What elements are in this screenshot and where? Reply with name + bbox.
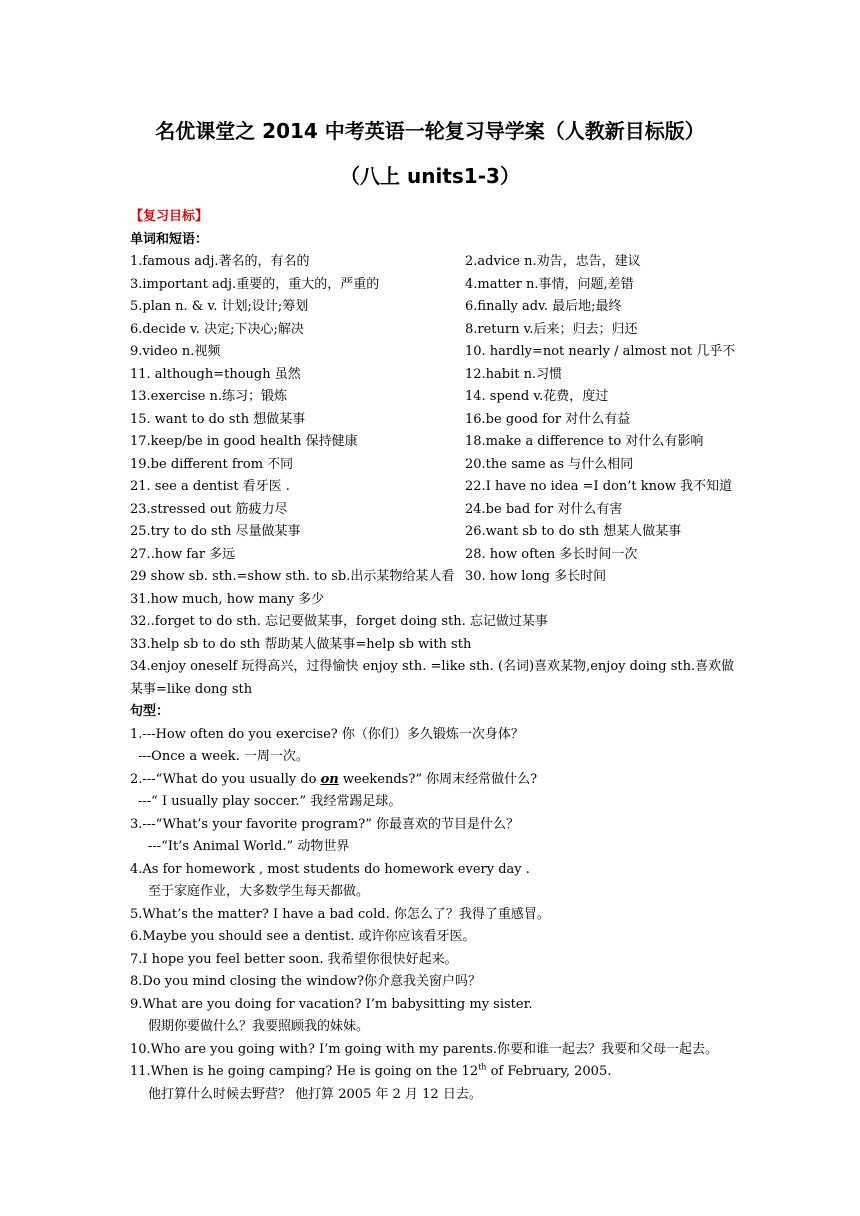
vocab-row bbox=[130, 454, 740, 477]
sentence-item bbox=[130, 769, 740, 792]
vocab-item: 3.important adj.重要的，重大的，严重的 bbox=[130, 276, 380, 292]
vocab-heading: 单词和短语： bbox=[130, 231, 209, 247]
sentence-item: 3.---“What’s your favorite program?” 你最喜欢的节目是什么？ bbox=[130, 816, 520, 832]
vocab-item: 15. want to do sth 想做某事 bbox=[130, 411, 306, 427]
vocab-item: 20.the same as 与什么相同 bbox=[465, 456, 634, 472]
emphasis-word: on bbox=[320, 771, 339, 787]
vocab-row bbox=[130, 319, 740, 342]
vocab-item: 6.finally adv. 最后地;最终 bbox=[465, 299, 622, 314]
vocab-item: 18.make a difference to 对什么有影响 bbox=[465, 434, 704, 449]
vocab-item: 28. how often 多长时间一次 bbox=[465, 546, 638, 562]
vocab-item: 4.matter n.事情，问题,差错 bbox=[465, 276, 634, 292]
document-subtitle: （八上 units1-3） bbox=[340, 164, 520, 188]
vocab-item: 23.stressed out 筋疲力尽 bbox=[130, 501, 288, 517]
vocab-row bbox=[130, 364, 740, 387]
sentence-text: 11.When is he going camping? He is going on the 12 bbox=[130, 1064, 479, 1079]
vocab-row bbox=[130, 386, 740, 409]
vocab-item: 9.video n.视频 bbox=[130, 344, 221, 359]
vocab-item: 27..how far 多远 bbox=[130, 546, 236, 562]
sentence-item: 8.Do you mind closing the window?你介意我关窗户吗？ bbox=[130, 974, 482, 989]
vocab-item: 10. hardly=not nearly / almost not 几乎不 bbox=[465, 344, 736, 359]
sentence-text: 2.---“What do you usually do bbox=[130, 771, 321, 787]
vocab-row bbox=[130, 476, 740, 499]
vocab-item: 12.habit n.习惯 bbox=[465, 366, 563, 382]
vocab-row bbox=[130, 521, 740, 544]
sentence-item: 6.Maybe you should see a dentist. 或许你应该看牙医。 bbox=[130, 929, 476, 944]
sentence-item: 9.What are you doing for vacation? I’m babysitting my sister. bbox=[130, 996, 533, 1012]
vocab-item: 33.help sb to do sth 帮助某人做某事=help sb with sth bbox=[130, 636, 472, 652]
vocab-row bbox=[130, 251, 740, 274]
document-body bbox=[130, 206, 740, 1106]
vocab-item: 19.be different from 不同 bbox=[130, 456, 294, 472]
vocab-item: 26.want sb to do sth 想某人做某事 bbox=[465, 524, 682, 539]
vocab-item: 25.try to do sth 尽量做某事 bbox=[130, 524, 301, 539]
sentence-heading: 句型： bbox=[130, 704, 170, 719]
sentence-text: of February, 2005. bbox=[486, 1064, 612, 1079]
ordinal-suffix: th bbox=[478, 1062, 487, 1072]
sentence-item: ---Once a week. 一周一次。 bbox=[138, 749, 309, 764]
sentence-item: 1.---How often do you exercise? 你（你们）多久锻炼一次身体？ bbox=[130, 726, 524, 742]
vocab-item: 13.exercise n.练习；锻炼 bbox=[130, 389, 288, 404]
sentence-item: ---“ I usually play soccer.” 我经常踢足球。 bbox=[138, 794, 402, 809]
vocab-item: 24.be bad for 对什么有害 bbox=[465, 501, 623, 517]
vocab-item: 21. see a dentist 看牙医 . bbox=[130, 479, 290, 494]
vocab-item: 2.advice n.劝告，忠告，建议 bbox=[465, 254, 641, 269]
section-goal-heading: 【复习目标】 bbox=[130, 209, 209, 224]
vocab-item: 6.decide v. 决定;下决心;解决 bbox=[130, 321, 304, 337]
vocab-row bbox=[130, 544, 740, 567]
document-title: 名优课堂之 2014 中考英语一轮复习导学案（人教新目标版） bbox=[155, 119, 705, 143]
sentence-item: 10.Who are you going with? I’m going with my parents.你要和谁一起去？我要和父母一起去。 bbox=[130, 1041, 719, 1057]
vocab-item: 29 show sb. sth.=show sth. to sb.出示某物给某人看 bbox=[130, 569, 455, 584]
sentence-item: 7.I hope you feel better soon. 我希望你很快好起来。 bbox=[130, 951, 458, 967]
vocab-item: 17.keep/be in good health 保持健康 bbox=[130, 434, 358, 449]
vocab-row bbox=[130, 409, 740, 432]
vocab-row bbox=[130, 341, 740, 364]
vocab-item: 31.how much, how many 多少 bbox=[130, 591, 325, 607]
vocab-item: 22.I have no idea =I don’t know 我不知道 bbox=[465, 479, 733, 494]
vocab-item: 1.famous adj.著名的，有名的 bbox=[130, 254, 310, 269]
sentence-item: 假期你要做什么？我要照顾我的妹妹。 bbox=[148, 1019, 370, 1034]
sentence-item: 5.What’s the matter? I have a bad cold. 你怎么了？我得了重感冒。 bbox=[130, 906, 550, 922]
vocab-item: 5.plan n. & v. 计划;设计;筹划 bbox=[130, 299, 309, 314]
vocab-item: 34.enjoy oneself 玩得高兴，过得愉快 enjoy sth. =like sth. (名词)喜欢某物,enjoy doing sth.喜欢做某事=like dong sth bbox=[130, 659, 735, 697]
vocab-item: 8.return v.后来；归去；归还 bbox=[465, 321, 638, 337]
vocab-item: 32..forget to do sth. 忘记要做某事，forget doing sth. 忘记做过某事 bbox=[130, 614, 548, 629]
vocab-item: 11. although=though 虽然 bbox=[130, 366, 301, 382]
vocab-item: 30. how long 多长时间 bbox=[465, 569, 607, 584]
vocab-row bbox=[130, 431, 740, 454]
sentence-item: 至于家庭作业，大多数学生每天都做。 bbox=[148, 884, 370, 899]
sentence-item bbox=[130, 1061, 740, 1084]
sentence-item: ---“It’s Animal World.” 动物世界 bbox=[148, 839, 350, 854]
sentence-item: 4.As for homework , most students do homework every day . bbox=[130, 861, 530, 877]
vocab-row bbox=[130, 499, 740, 522]
vocab-list bbox=[130, 251, 740, 589]
sentence-item: 他打算什么时候去野营？ 他打算 2005 年 2 月 12 日去。 bbox=[148, 1086, 482, 1102]
sentence-text: weekends?” 你周末经常做什么? bbox=[338, 771, 538, 787]
vocab-item: 16.be good for 对什么有益 bbox=[465, 411, 631, 427]
vocab-row bbox=[130, 274, 740, 297]
vocab-row bbox=[130, 566, 740, 589]
vocab-row bbox=[130, 296, 740, 319]
vocab-item: 14. spend v.花费，度过 bbox=[465, 389, 609, 404]
